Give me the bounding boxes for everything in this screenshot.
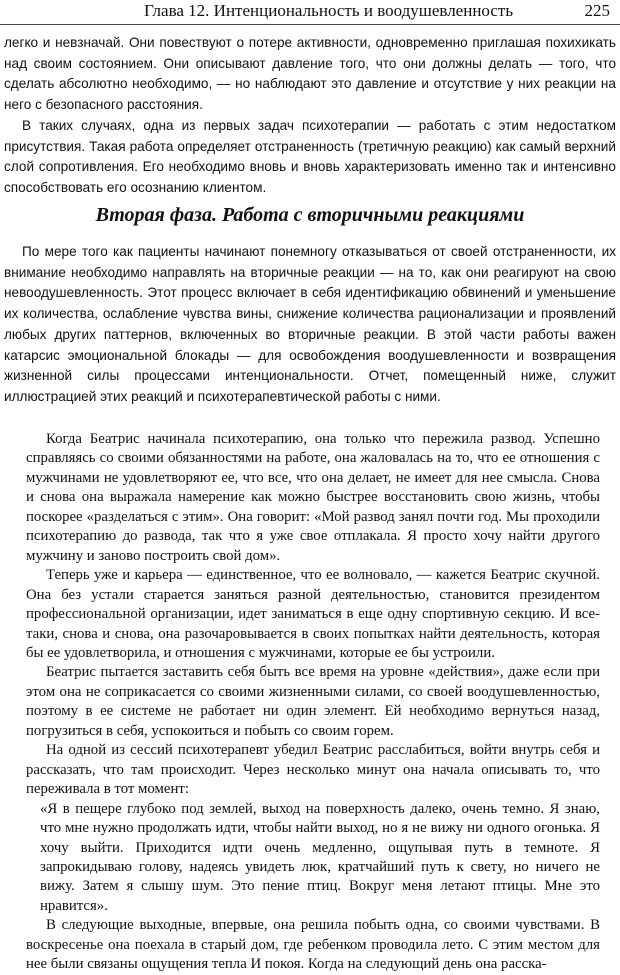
case-paragraph: Беатрис пытается заставить себя быть все время на уровне «действия», даже если при этом она не соприкасается со своими жизненными силами, со своей воодушевленностью, поэтому в ее системе не работает ни один элемент. Ей необходимо вернуться назад, погрузиться в себя, успокоиться и побыть со своим горем. xyxy=(26,664,600,739)
paragraph: легко и невзначай. Они повествуют о потере активности, одновременно приглашая похихикать над своим состоянием. Они описывают давление того, что они должны делать — того, что сделать абсолютно необходимо, — но наблюдают это давление и отсутствие у них реакции на него с безопасного расстояния. xyxy=(4,35,616,113)
page-number: 225 xyxy=(584,1,610,20)
paragraph: По мере того как пациенты начинают понемногу отказываться от своей отстраненности, их внимание необходимо направлять на вторичные реакции — на то, как они реагируют на свою невоодушевленность. Этот процесс включает в себя идентификацию обвинений и уменьшение их количества, ослабление чувства вины, снижение количества рационализации и проявлений любых других паттернов, включенных во вторичные реакции. В этой части работы важен катарсис эмоциональной блокады — для освобождения воодушевленности и возвращения жизненной силы процессами интенциональности. Отчет, помещенный ниже, служит иллюстрацией этих реакций и психотерапевтической работы с ними. xyxy=(4,244,616,404)
intro-text xyxy=(4,33,616,199)
paragraph: В таких случаях, одна из первых задач психотерапии — работать с этим недостатком присутствия. Такая работа определяет отстраненность (третичную реакцию) как самый верхний слой сопротивления. Его необходимо вновь и вновь характеризовать именно так и интенсивно способствовать его осознанию клиентом. xyxy=(4,117,616,195)
case-paragraph: Теперь уже и карьера — единственное, что ее волновало, — кажется Беатрис скучной. Она без устали старается заняться разной деятельностью, становится президентом профессиональной организации, идет заниматься в еще одну спортивную секцию. И все-таки, снова и снова, она разочаровывается в своих попытках найти деятельность, которая бы ее удовлетворила, и отношения с мужчинами, которые ее бы устроили. xyxy=(26,567,600,661)
case-paragraph: В следующие выходные, впервые, она решила побыть одна, со своими чувствами. В воскресенье она поехала в старый дом, где ребенком проводила лето. С этим местом для нее были связаны ощущения тепла И покоя. Когда на следующий день она расска- xyxy=(26,917,600,973)
case-paragraph: Когда Беатрис начинала психотерапию, она только что пережила развод. Успешно справляясь со своими обязанностями на работе, она жаловалась на то, что ее отношения с мужчинами не удовлетворяют ее, что все, что она делает, не имеет для нее смысла. Снова и снова она выражала намерение как можно быстрее восстановить свою жизнь, чтобы поскорее «разделаться с этим». Она говорит: «Мой развод занял почти год. Мы проходили психотерапию до развода, так что я уже свое отплакала. Я просто хочу найти другого мужчину и заново построить свой дом». xyxy=(26,431,600,564)
section-text xyxy=(4,242,616,408)
case-paragraph: На одной из сессий психотерапевт убедил Беатрис расслабиться, войти внутрь себя и рассказать, что там происходит. Через несколько минут она начала описывать то, что переживала в тот момент: xyxy=(26,742,600,798)
case-study xyxy=(26,430,600,975)
chapter-title: Глава 12. Интенциональность и воодушевленность xyxy=(144,1,514,20)
client-quote: «Я в пещере глубоко под землей, выход на поверхность далеко, очень темно. Я знаю, что мне нужно продолжать идти, чтобы найти выход, но я не вижу ни одного огонька. Я хочу выйти. Приходится идти очень медленно, ощупывая путь в темноте. Я запрокидываю голову, надеясь увидеть люк, кратчайший путь к свету, но ничего не вижу. Затем я слышу шум. Это пение птиц. Вокруг меня летают птицы. Мне это нравится». xyxy=(40,800,600,914)
running-header xyxy=(0,0,620,25)
section-heading: Вторая фаза. Работа с вторичными реакциями xyxy=(95,204,525,226)
